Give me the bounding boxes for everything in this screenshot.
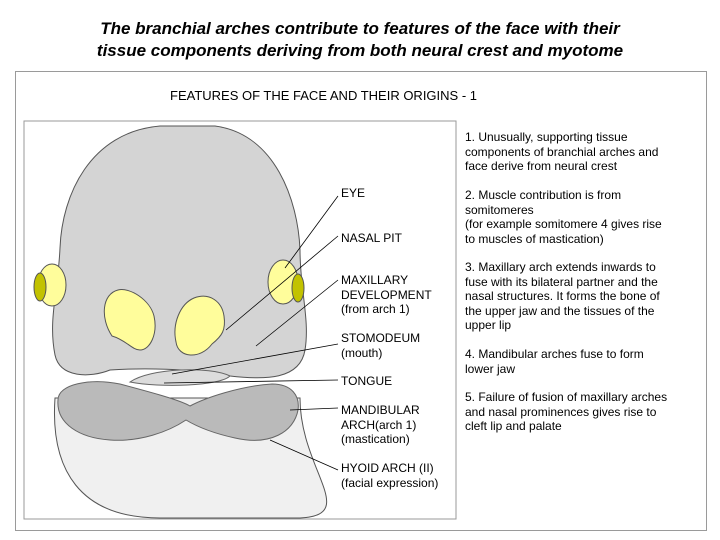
label-tongue: TONGUE: [341, 374, 393, 388]
label-nasal-pit: NASAL PIT: [341, 231, 402, 245]
note-2: 2. Muscle contribution is from somitomeres (for example somitomere 4 gives rise to muscles of mastication): [465, 188, 662, 246]
label-hyoid: HYOID ARCH (II) (facial expression): [341, 461, 439, 490]
title-line-2: tissue components deriving from both neural crest and myotome: [96, 41, 624, 60]
note-3: 3. Maxillary arch extends inwards to fuse with its bilateral partner and the nasal structures. It forms the bone of the upper jaw and the tissues of the upper lip: [465, 260, 660, 332]
eye-left-inner: [34, 273, 46, 301]
label-mandibular: MANDIBULAR ARCH(arch 1) (mastication): [341, 403, 420, 446]
label-stomodeum: STOMODEUM (mouth): [341, 331, 421, 360]
note-5: 5. Failure of fusion of maxillary arches and nasal prominences gives rise to cleft lip and palate: [465, 390, 668, 433]
note-4: 4. Mandibular arches fuse to form lower jaw: [465, 347, 644, 376]
note-1: 1. Unusually, supporting tissue components of branchial arches and face derive from neural crest: [465, 130, 659, 173]
label-maxillary: MAXILLARY DEVELOPMENT (from arch 1): [341, 273, 432, 316]
diagram-subtitle: FEATURES OF THE FACE AND THEIR ORIGINS - 1: [170, 88, 477, 103]
title-line-1: The branchial arches contribute to features of the face with their: [100, 19, 620, 38]
eye-right-inner: [292, 274, 304, 302]
label-eye: EYE: [341, 186, 366, 200]
